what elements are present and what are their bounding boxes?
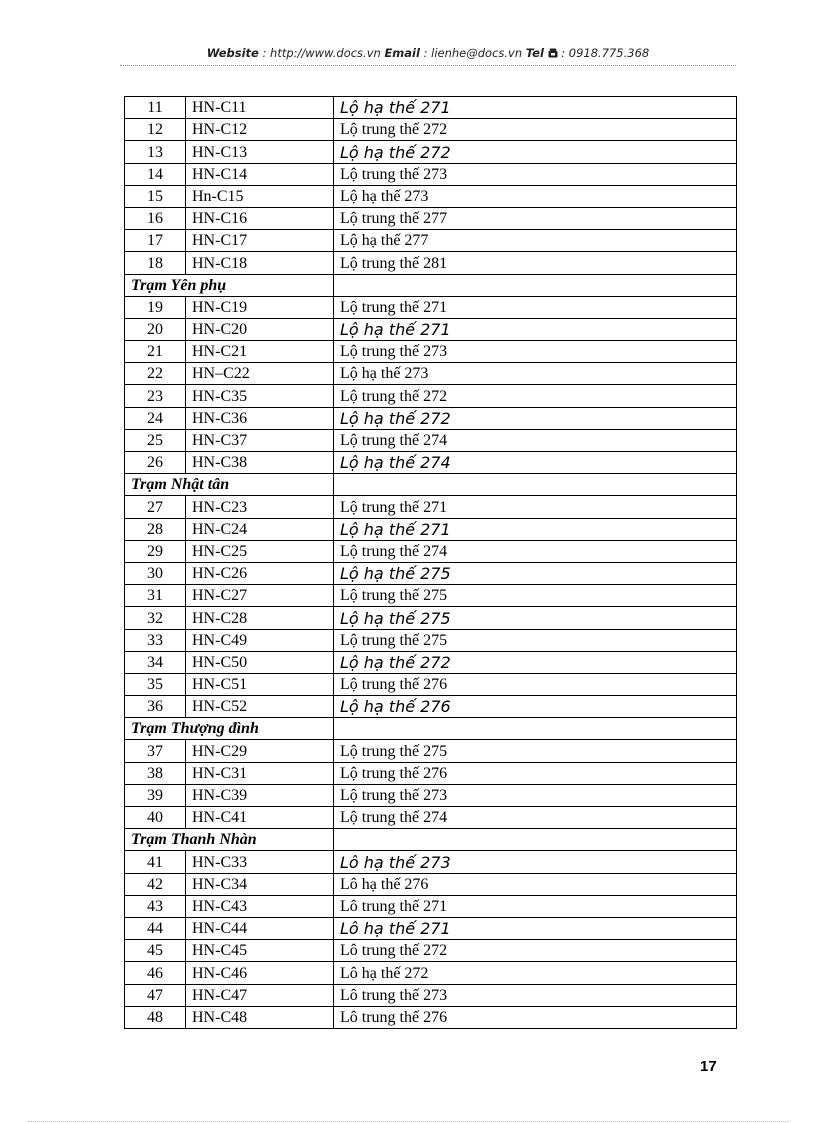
feeder-description: Lộ hạ thế 271 xyxy=(334,97,737,119)
row-number: 42 xyxy=(125,873,186,895)
feeder-code: HN-C35 xyxy=(186,385,334,407)
feeder-code: HN-C39 xyxy=(186,784,334,806)
phone-icon xyxy=(548,47,558,61)
table-row xyxy=(125,917,737,939)
feeder-description: Lô trung thế 271 xyxy=(334,895,737,917)
row-number: 11 xyxy=(125,97,186,119)
feeder-code: HN-C19 xyxy=(186,296,334,318)
empty-cell xyxy=(334,829,737,851)
feeder-description: Lộ trung thế 274 xyxy=(334,429,737,451)
feeder-description: Lộ trung thế 271 xyxy=(334,496,737,518)
email-label: Email xyxy=(384,46,420,60)
feeder-description: Lộ hạ thế 275 xyxy=(334,562,737,584)
feeder-code: HN-C46 xyxy=(186,962,334,984)
row-number: 25 xyxy=(125,429,186,451)
feeder-description: Lộ hạ thế 271 xyxy=(334,518,737,540)
table-row xyxy=(125,851,737,873)
row-number: 27 xyxy=(125,496,186,518)
row-number: 26 xyxy=(125,452,186,474)
feeder-description: Lô hạ thế 276 xyxy=(334,873,737,895)
table-row xyxy=(125,1006,737,1028)
row-number: 18 xyxy=(125,252,186,274)
feeder-code: HN-C16 xyxy=(186,207,334,229)
page-header xyxy=(120,46,736,61)
station-name: Trạm Yên phụ xyxy=(125,274,334,296)
footer-divider xyxy=(28,1121,788,1122)
feeder-code: HN-C52 xyxy=(186,696,334,718)
table-row xyxy=(125,97,737,119)
feeder-description: Lộ trung thế 271 xyxy=(334,296,737,318)
station-group-row xyxy=(125,474,737,496)
feeder-description: Lộ trung thế 275 xyxy=(334,629,737,651)
table-row xyxy=(125,962,737,984)
table-row xyxy=(125,385,737,407)
feeder-code: HN-C29 xyxy=(186,740,334,762)
feeder-description: Lộ trung thế 272 xyxy=(334,385,737,407)
row-number: 22 xyxy=(125,363,186,385)
feeder-code: HN-C28 xyxy=(186,607,334,629)
station-name: Trạm Thượng đình xyxy=(125,718,334,740)
row-number: 13 xyxy=(125,141,186,163)
table-row xyxy=(125,452,737,474)
feeder-code: HN-C45 xyxy=(186,940,334,962)
row-number: 23 xyxy=(125,385,186,407)
feeder-description: Lộ trung thế 274 xyxy=(334,540,737,562)
page-number: 17 xyxy=(700,1058,717,1075)
table-row xyxy=(125,230,737,252)
feeder-code: HN-C13 xyxy=(186,141,334,163)
table-row xyxy=(125,207,737,229)
table-row xyxy=(125,651,737,673)
table-row xyxy=(125,673,737,695)
feeder-description: Lô trung thế 273 xyxy=(334,984,737,1006)
station-group-row xyxy=(125,274,737,296)
feeder-code: HN-C41 xyxy=(186,807,334,829)
feeder-description: Lộ hạ thế 273 xyxy=(334,363,737,385)
table-row xyxy=(125,363,737,385)
row-number: 29 xyxy=(125,540,186,562)
feeder-code: HN-C31 xyxy=(186,762,334,784)
row-number: 33 xyxy=(125,629,186,651)
station-group-row xyxy=(125,829,737,851)
feeder-description: Lộ trung thế 272 xyxy=(334,119,737,141)
row-number: 36 xyxy=(125,696,186,718)
row-number: 14 xyxy=(125,163,186,185)
feeder-description: Lộ hạ thế 272 xyxy=(334,651,737,673)
feeder-code: Hn-C15 xyxy=(186,185,334,207)
feeder-code: HN-C37 xyxy=(186,429,334,451)
row-number: 34 xyxy=(125,651,186,673)
row-number: 41 xyxy=(125,851,186,873)
row-number: 12 xyxy=(125,119,186,141)
table-row xyxy=(125,429,737,451)
row-number: 39 xyxy=(125,784,186,806)
feeder-code: HN-C11 xyxy=(186,97,334,119)
feeder-description: Lộ trung thế 274 xyxy=(334,807,737,829)
feeder-description: Lộ trung thế 273 xyxy=(334,163,737,185)
table-row xyxy=(125,318,737,340)
table-row xyxy=(125,252,737,274)
feeder-code: HN-C48 xyxy=(186,1006,334,1028)
row-number: 31 xyxy=(125,585,186,607)
tel-label: Tel xyxy=(525,46,544,60)
feeder-description: Lô hạ thế 271 xyxy=(334,917,737,939)
table-row xyxy=(125,496,737,518)
feeder-description: Lộ trung thế 277 xyxy=(334,207,737,229)
feeder-description: Lộ hạ thế 275 xyxy=(334,607,737,629)
feeder-description: Lô trung thế 272 xyxy=(334,940,737,962)
feeder-code: HN-C38 xyxy=(186,452,334,474)
feeder-description: Lô hạ thế 272 xyxy=(334,962,737,984)
feeder-description: Lộ trung thế 276 xyxy=(334,762,737,784)
row-number: 30 xyxy=(125,562,186,584)
row-number: 16 xyxy=(125,207,186,229)
table-row xyxy=(125,895,737,917)
feeder-code: HN-C43 xyxy=(186,895,334,917)
feeder-code: HN-C34 xyxy=(186,873,334,895)
tel-value: : 0918.775.368 xyxy=(557,46,650,60)
feeder-description: Lộ hạ thế 272 xyxy=(334,141,737,163)
feeder-code: HN-C27 xyxy=(186,585,334,607)
empty-cell xyxy=(334,718,737,740)
feeder-code: HN-C21 xyxy=(186,341,334,363)
row-number: 35 xyxy=(125,673,186,695)
table-row xyxy=(125,696,737,718)
row-number: 37 xyxy=(125,740,186,762)
row-number: 21 xyxy=(125,341,186,363)
table-row xyxy=(125,784,737,806)
table-row xyxy=(125,984,737,1006)
feeder-description: Lộ hạ thế 273 xyxy=(334,185,737,207)
row-number: 15 xyxy=(125,185,186,207)
feeder-description: Lộ hạ thế 274 xyxy=(334,452,737,474)
table-row xyxy=(125,873,737,895)
feeder-code: HN-C47 xyxy=(186,984,334,1006)
table-row xyxy=(125,807,737,829)
feeder-description: Lộ trung thế 276 xyxy=(334,673,737,695)
feeder-code: HN-C33 xyxy=(186,851,334,873)
feeder-description: Lộ hạ thế 271 xyxy=(334,318,737,340)
website-label: Website xyxy=(206,46,259,60)
feeder-code: HN-C12 xyxy=(186,119,334,141)
feeder-table xyxy=(124,96,737,1029)
feeder-code: HN–C22 xyxy=(186,363,334,385)
row-number: 19 xyxy=(125,296,186,318)
table-row xyxy=(125,940,737,962)
feeder-code: HN-C20 xyxy=(186,318,334,340)
row-number: 48 xyxy=(125,1006,186,1028)
feeder-code: HN-C23 xyxy=(186,496,334,518)
row-number: 28 xyxy=(125,518,186,540)
website-value[interactable]: : http://www.docs.vn xyxy=(258,46,385,60)
feeder-code: HN-C17 xyxy=(186,230,334,252)
table-row xyxy=(125,185,737,207)
feeder-code: HN-C25 xyxy=(186,540,334,562)
table-row xyxy=(125,540,737,562)
table-row xyxy=(125,341,737,363)
row-number: 43 xyxy=(125,895,186,917)
row-number: 24 xyxy=(125,407,186,429)
header-divider xyxy=(120,65,736,66)
row-number: 20 xyxy=(125,318,186,340)
table-row xyxy=(125,141,737,163)
row-number: 44 xyxy=(125,917,186,939)
feeder-code: HN-C44 xyxy=(186,917,334,939)
table-row xyxy=(125,296,737,318)
row-number: 32 xyxy=(125,607,186,629)
table-row xyxy=(125,607,737,629)
feeder-code: HN-C24 xyxy=(186,518,334,540)
feeder-description: Lộ hạ thế 277 xyxy=(334,230,737,252)
feeder-description: Lộ trung thế 273 xyxy=(334,341,737,363)
table-row xyxy=(125,762,737,784)
table-row xyxy=(125,629,737,651)
feeder-description: Lộ trung thế 275 xyxy=(334,740,737,762)
station-group-row xyxy=(125,718,737,740)
feeder-code: HN-C50 xyxy=(186,651,334,673)
feeder-description: Lộ hạ thế 276 xyxy=(334,696,737,718)
table-row xyxy=(125,407,737,429)
feeder-code: HN-C26 xyxy=(186,562,334,584)
empty-cell xyxy=(334,474,737,496)
row-number: 40 xyxy=(125,807,186,829)
feeder-code: HN-C14 xyxy=(186,163,334,185)
email-value[interactable]: : lienhe@docs.vn xyxy=(419,46,526,60)
table-row xyxy=(125,119,737,141)
table-row xyxy=(125,163,737,185)
feeder-description: Lô hạ thế 273 xyxy=(334,851,737,873)
feeder-description: Lộ trung thế 281 xyxy=(334,252,737,274)
table-row xyxy=(125,585,737,607)
feeder-description: Lộ trung thế 275 xyxy=(334,585,737,607)
row-number: 17 xyxy=(125,230,186,252)
table-row xyxy=(125,562,737,584)
row-number: 38 xyxy=(125,762,186,784)
feeder-description: Lô trung thế 276 xyxy=(334,1006,737,1028)
feeder-description: Lộ hạ thế 272 xyxy=(334,407,737,429)
row-number: 47 xyxy=(125,984,186,1006)
station-name: Trạm Nhật tân xyxy=(125,474,334,496)
feeder-description: Lộ trung thế 273 xyxy=(334,784,737,806)
station-name: Trạm Thanh Nhàn xyxy=(125,829,334,851)
row-number: 46 xyxy=(125,962,186,984)
row-number: 45 xyxy=(125,940,186,962)
feeder-code: HN-C51 xyxy=(186,673,334,695)
table-row xyxy=(125,740,737,762)
feeder-code: HN-C49 xyxy=(186,629,334,651)
feeder-code: HN-C18 xyxy=(186,252,334,274)
table-row xyxy=(125,518,737,540)
empty-cell xyxy=(334,274,737,296)
feeder-code: HN-C36 xyxy=(186,407,334,429)
